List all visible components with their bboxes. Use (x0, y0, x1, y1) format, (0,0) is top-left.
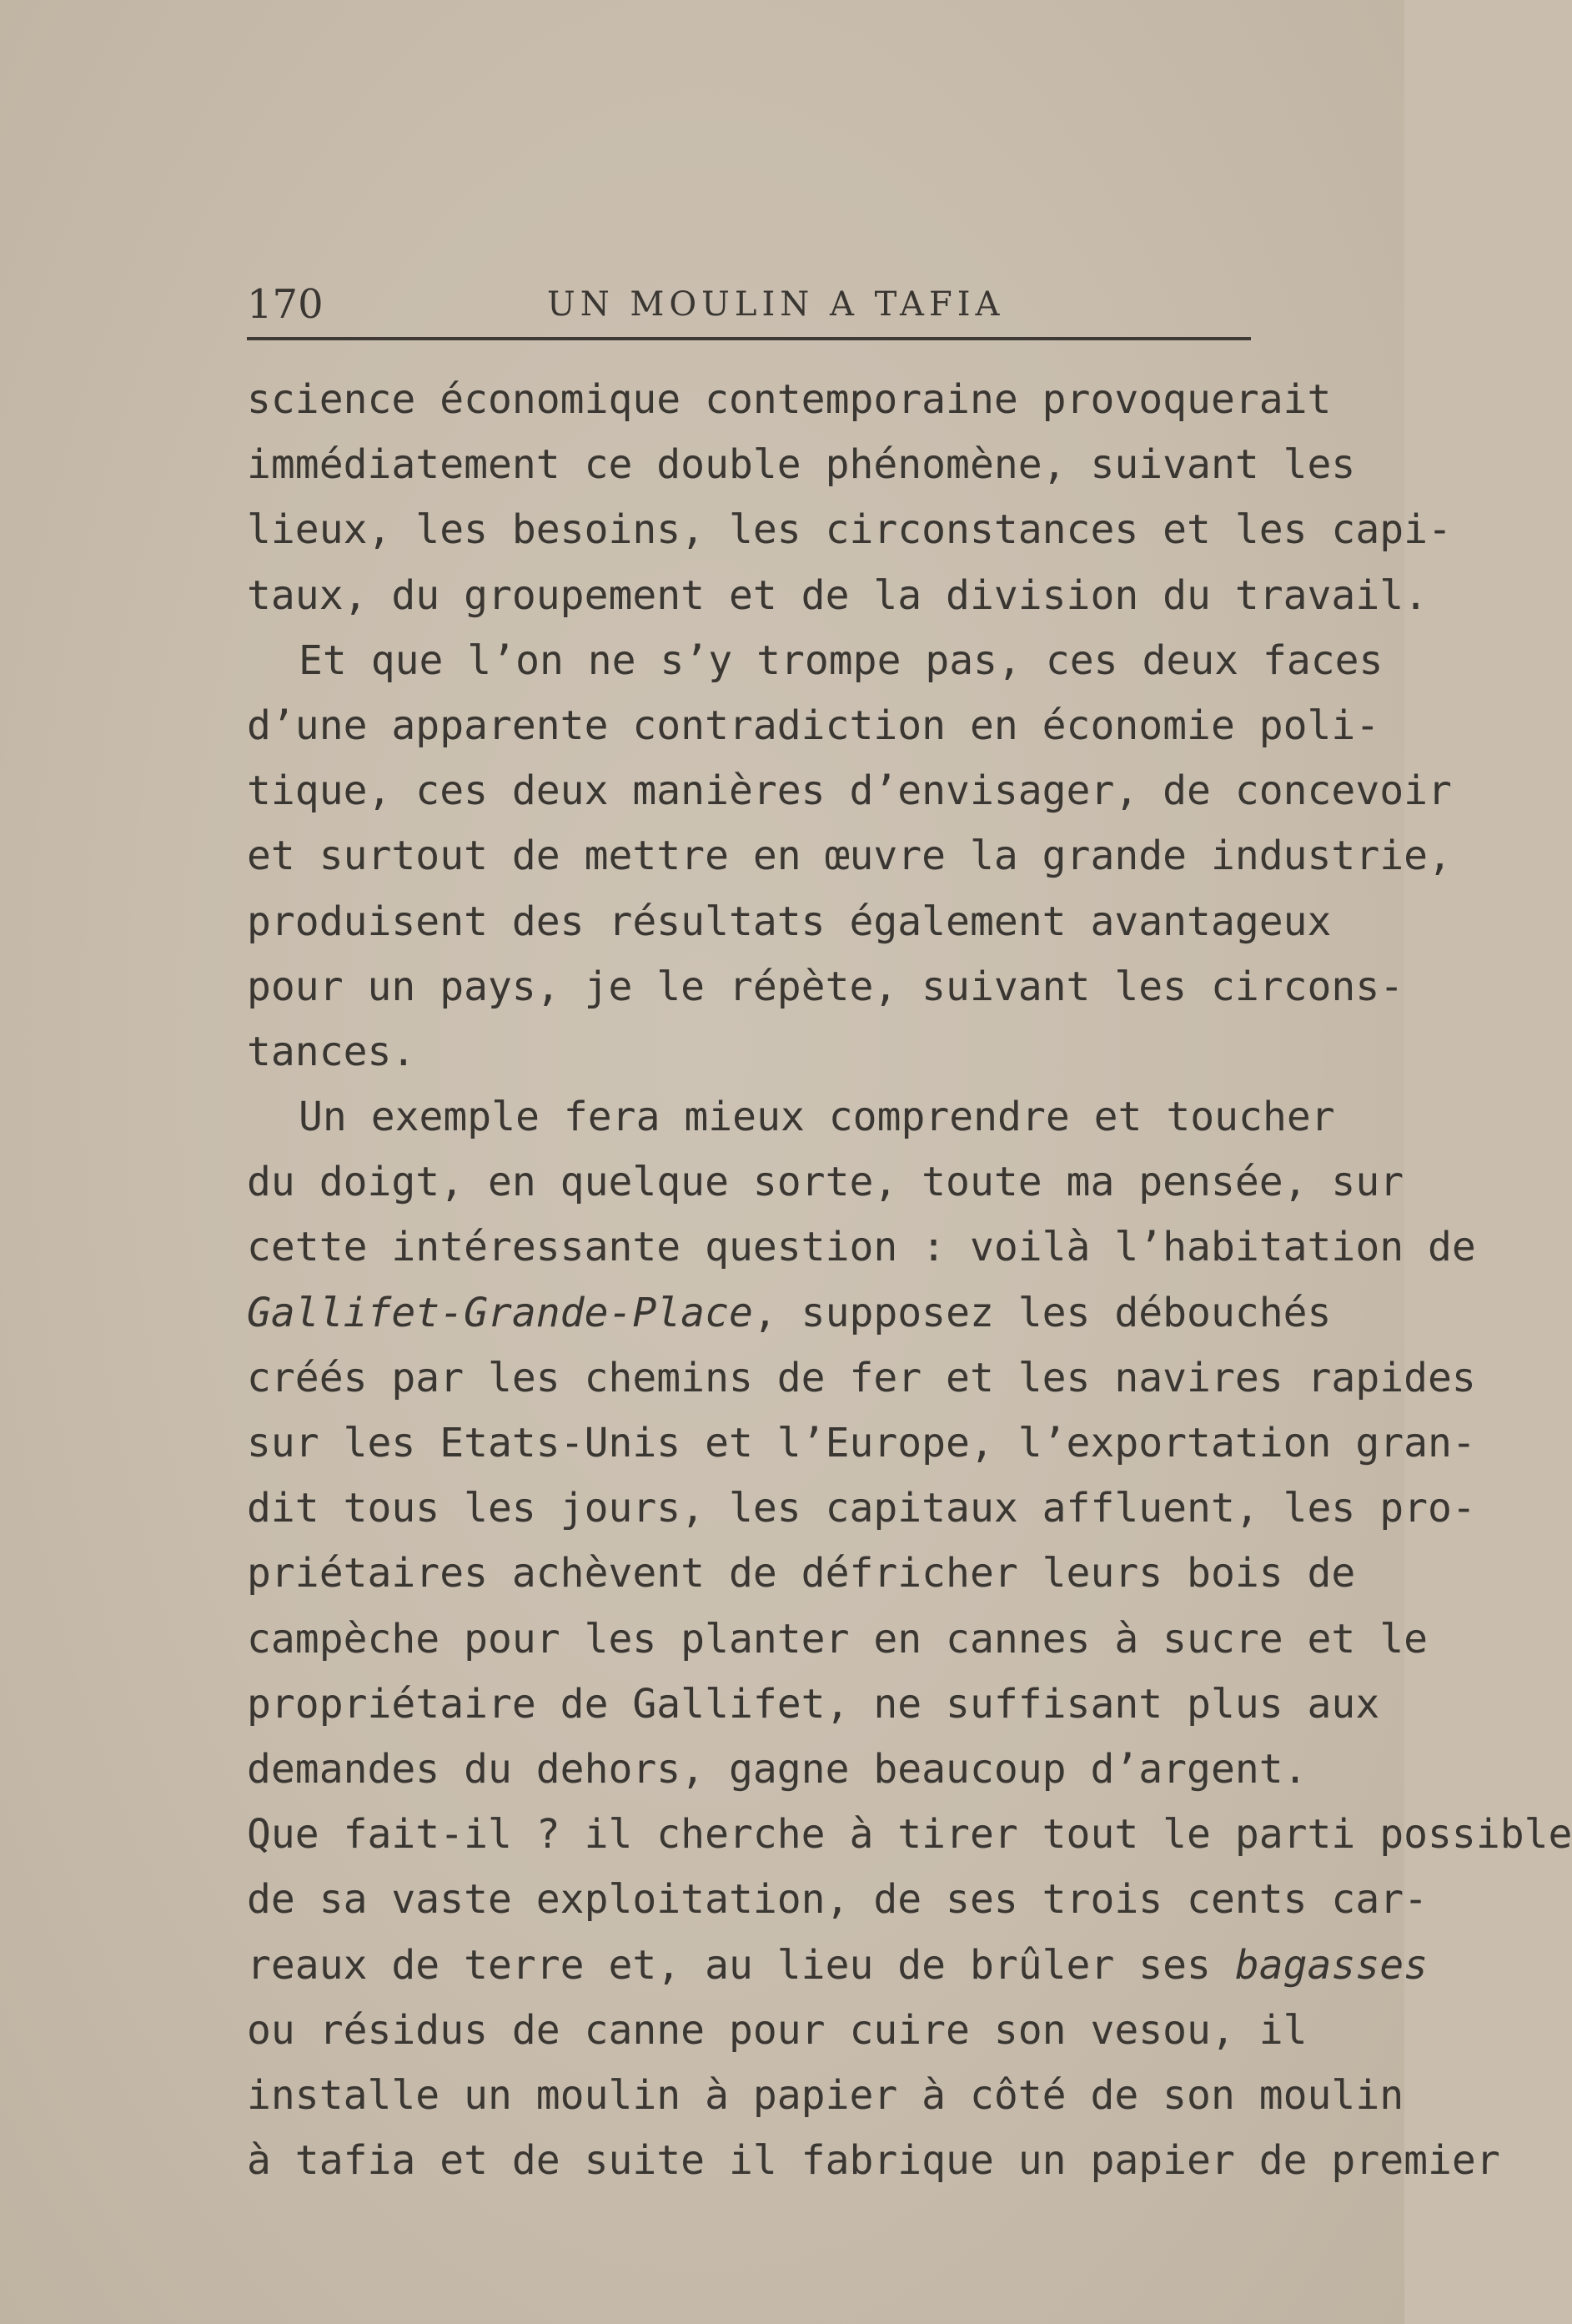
running-title: UN MOULIN A TAFIA (547, 285, 1005, 324)
body-text (247, 367, 1572, 2193)
text-line: priétaires achèvent de défricher leurs bois de (247, 1550, 1356, 1597)
italic-place-name: Gallifet-Grande-Place (247, 1289, 753, 1336)
text-line: taux, du groupement et de la division du travail. (247, 571, 1429, 619)
text-segment: , supposez les débouchés (752, 1289, 1332, 1336)
page-number: 170 (247, 281, 324, 328)
italic-term: bagasses (1234, 1941, 1429, 1989)
text-line: sur les Etats-Unis et l’Europe, l’exportation gran- (247, 1420, 1476, 1466)
text-line: cette intéressante question : voilà l’habitation de (247, 1224, 1476, 1271)
text-line: Un exemple fera mieux comprendre et toucher (299, 1094, 1335, 1141)
text-line: campèche pour les planter en cannes à sucre et le (247, 1615, 1429, 1663)
text-line (247, 1280, 1332, 1346)
text-line: demandes du dehors, gagne beaucoup d’argent. (247, 1745, 1308, 1793)
text-line: Et que l’on ne s’y trompe pas, ces deux faces (299, 636, 1384, 684)
text-line: créés par les chemins de fer et les navires rapides (247, 1354, 1476, 1401)
text-line: installe un moulin à papier à côté de son moulin (247, 2071, 1404, 2119)
header-rule (247, 337, 1251, 340)
page-header (247, 275, 1251, 334)
text-line: propriétaire de Gallifet, ne suffisant plus aux (247, 1680, 1380, 1728)
text-line: et surtout de mettre en œuvre la grande industrie, (247, 833, 1452, 880)
text-line: tique, ces deux manières d’envisager, de concevoir (247, 767, 1452, 815)
text-line: produisent des résultats également avantageux (247, 898, 1332, 945)
text-line: d’une apparente contradiction en économie poli- (247, 702, 1380, 749)
text-line: science économique contemporaine provoquerait (247, 376, 1332, 423)
text-line: lieux, les besoins, les circonstances et les capi- (247, 506, 1452, 554)
text-line: Que fait-il ? il cherche à tirer tout le parti possible (247, 1811, 1572, 1859)
text-line (247, 1933, 1429, 1998)
text-line: dit tous les jours, les capitaux affluent, les pro- (247, 1485, 1476, 1532)
text-line: à tafia et de suite il fabrique un papier de premier (247, 2137, 1500, 2185)
text-line: de sa vaste exploitation, de ses trois cents car- (247, 1876, 1429, 1924)
text-line: pour un pays, je le répète, suivant les circons- (247, 963, 1404, 1010)
text-line: du doigt, en quelque sorte, toute ma pensée, sur (247, 1159, 1404, 1206)
text-line: immédiatement ce double phénomène, suivant les (247, 441, 1356, 489)
text-segment: reaux de terre et, au lieu de brûler ses (247, 1941, 1235, 1989)
text-line: ou résidus de canne pour cuire son vesou, il (247, 2006, 1308, 2054)
text-line: tances. (247, 1028, 416, 1075)
